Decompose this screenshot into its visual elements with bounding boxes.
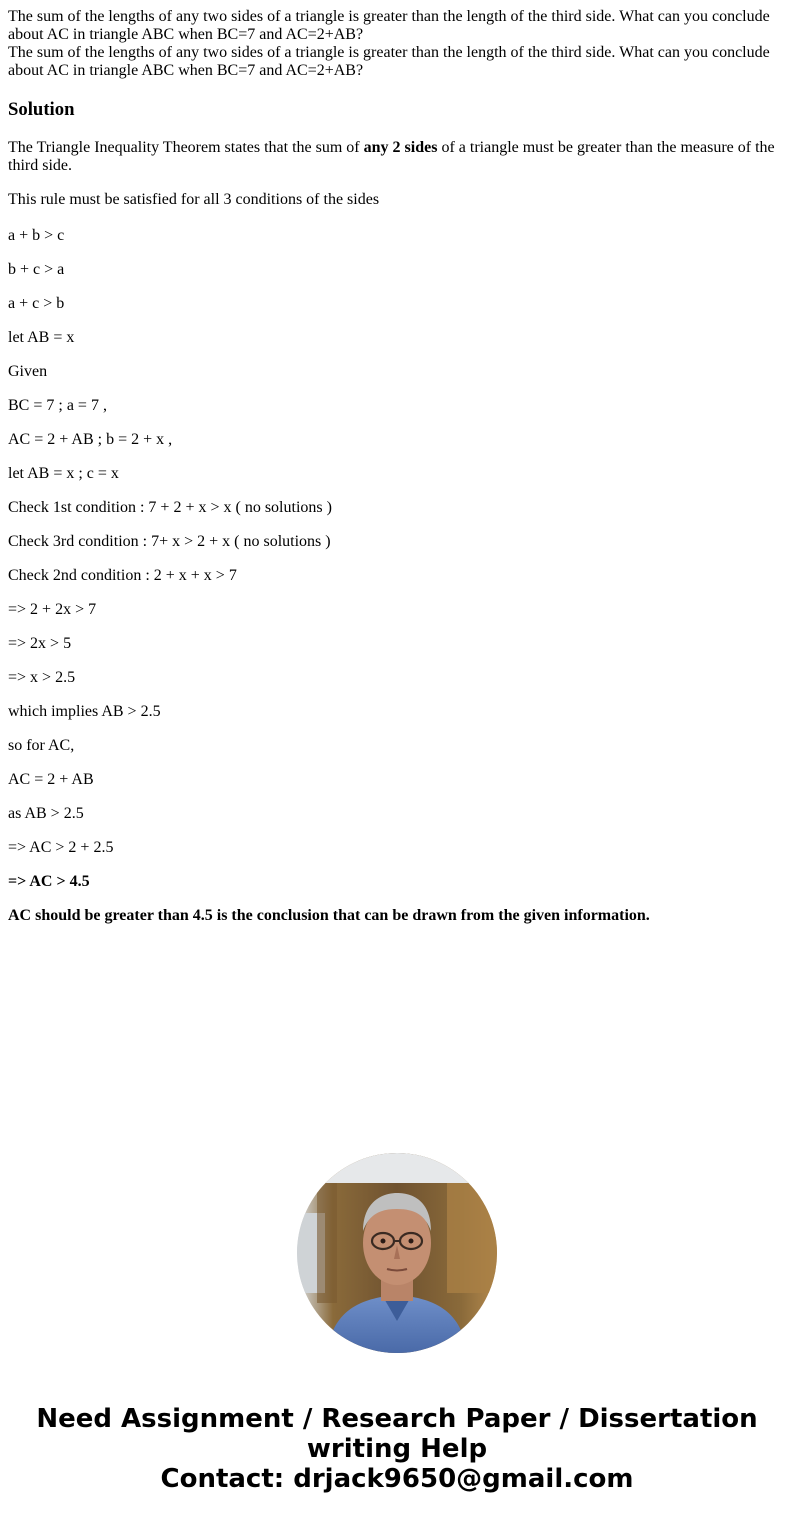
contact-banner-line: Need Assignment / Research Paper / Dissertation: [36, 1404, 758, 1434]
step-line: as AB > 2.5: [8, 805, 84, 822]
step-line: b + c > a: [8, 261, 65, 278]
contact-banner: [0, 1404, 794, 1494]
step-line: Check 1st condition : 7 + 2 + x > x ( no solutions ): [8, 499, 332, 516]
step-line: let AB = x: [8, 329, 75, 346]
theorem-intro: [8, 139, 786, 175]
step-line: which implies AB > 2.5: [8, 703, 161, 720]
step-line: AC = 2 + AB: [8, 771, 94, 788]
result-line: => AC > 4.5: [8, 873, 90, 890]
step-line: a + c > b: [8, 295, 65, 312]
rule-text: This rule must be satisfied for all 3 conditions of the sides: [8, 191, 380, 208]
solution-heading: Solution: [8, 99, 75, 120]
theorem-intro-start: The Triangle Inequality Theorem states that the sum of: [8, 139, 364, 156]
step-line: => x > 2.5: [8, 669, 76, 686]
step-line: a + b > c: [8, 227, 65, 244]
theorem-intro-end: of a triangle must be greater than the measure of the third side.: [8, 139, 775, 174]
step-line: Check 2nd condition : 2 + x + x > 7: [8, 567, 237, 584]
contact-email: Contact: drjack9650@gmail.com: [160, 1464, 634, 1494]
question-text: The sum of the lengths of any two sides of a triangle is greater than the length of the third side. What can you conclude about AC in triangle ABC when BC=7 and AC=2+AB?: [8, 8, 770, 43]
step-line: => AC > 2 + 2.5: [8, 839, 114, 856]
step-line: let AB = x ; c = x: [8, 465, 119, 482]
step-line: Check 3rd condition : 7+ x > 2 + x ( no solutions ): [8, 533, 331, 550]
theorem-intro-bold: any 2 sides: [363, 139, 438, 156]
author-photo: [297, 1153, 497, 1353]
question-text-repeat: The sum of the lengths of any two sides of a triangle is greater than the length of the third side. What can you conclude about AC in triangle ABC when BC=7 and AC=2+AB?: [8, 44, 770, 79]
step-line: Given: [8, 363, 48, 380]
conclusion-text: AC should be greater than 4.5 is the conclusion that can be drawn from the given information.: [8, 907, 650, 924]
step-line: so for AC,: [8, 737, 75, 754]
step-line: => 2 + 2x > 7: [8, 601, 97, 618]
contact-banner-line: writing Help: [306, 1434, 488, 1464]
step-line: BC = 7 ; a = 7 ,: [8, 397, 107, 414]
step-line: => 2x > 5: [8, 635, 72, 652]
step-line: AC = 2 + AB ; b = 2 + x ,: [8, 431, 173, 448]
